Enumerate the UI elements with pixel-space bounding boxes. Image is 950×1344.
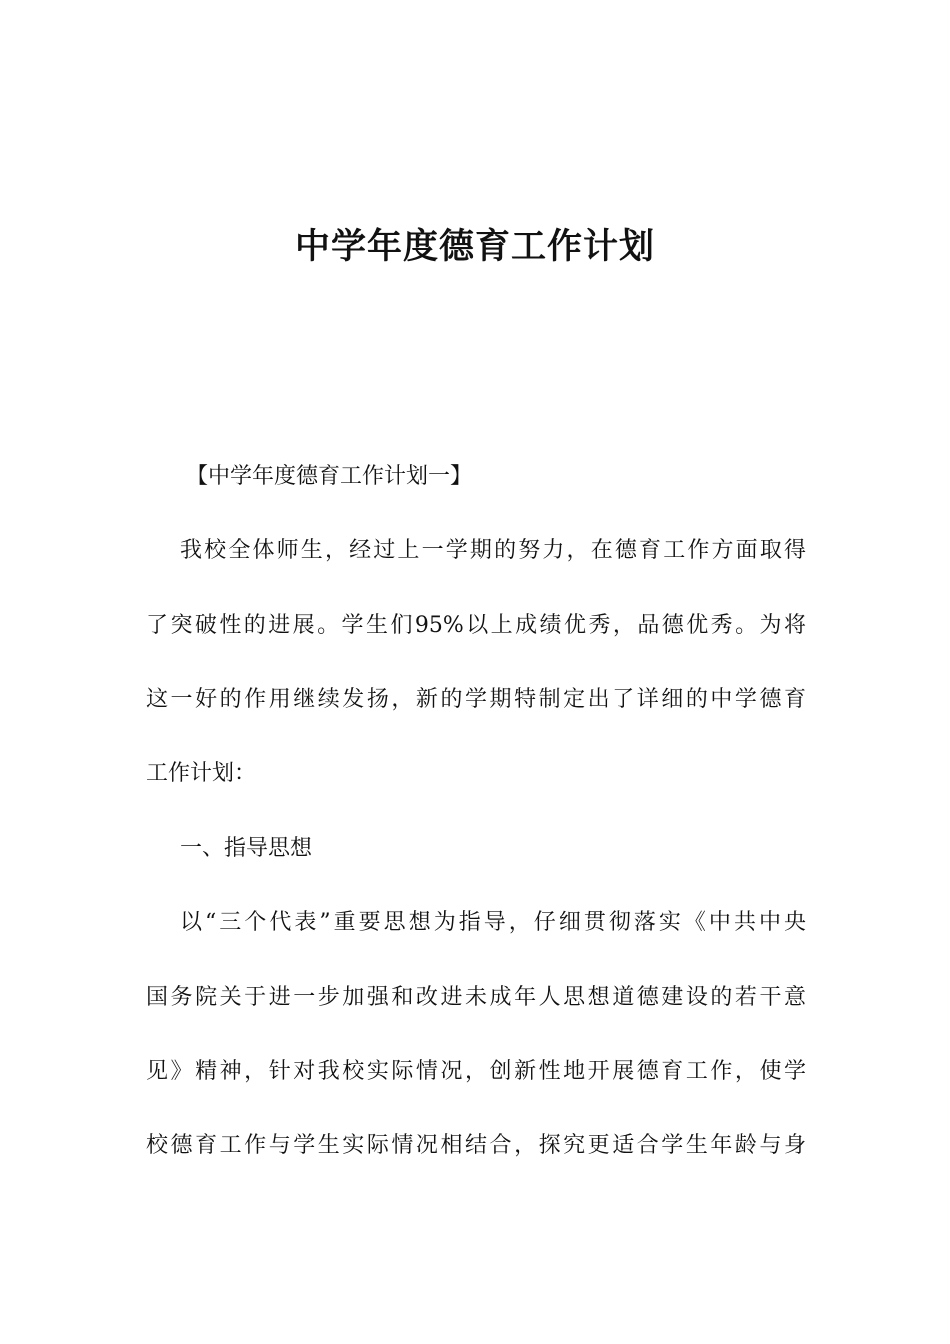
paragraph-line: 见》精神，针对我校实际情况，创新性地开展德育工作，使学 <box>146 1059 806 1084</box>
paragraph-line: 校德育工作与学生实际情况相结合，探究更适合学生年龄与身 <box>146 1133 806 1158</box>
document-title: 中学年度德育工作计划 <box>294 227 655 267</box>
paragraph-line: 我校全体师生，经过上一学期的努力，在德育工作方面取得 <box>180 538 806 563</box>
paragraph-line: 以“三个代表”重要思想为指导，仔细贯彻落实《中共中央 <box>180 910 806 935</box>
paragraph-line: 工作计划： <box>146 761 257 786</box>
paragraph-line: 国务院关于进一步加强和改进未成年人思想道德建设的若干意 <box>146 985 806 1010</box>
plan-heading: 【中学年度德育工作计划一】 <box>186 464 473 489</box>
paragraph-line: 这一好的作用继续发扬，新的学期特制定出了详细的中学德育 <box>146 687 806 712</box>
section-title: 一、指导思想 <box>180 836 313 861</box>
paragraph-line: 了突破性的进展。学生们95%以上成绩优秀，品德优秀。为将 <box>146 613 806 638</box>
